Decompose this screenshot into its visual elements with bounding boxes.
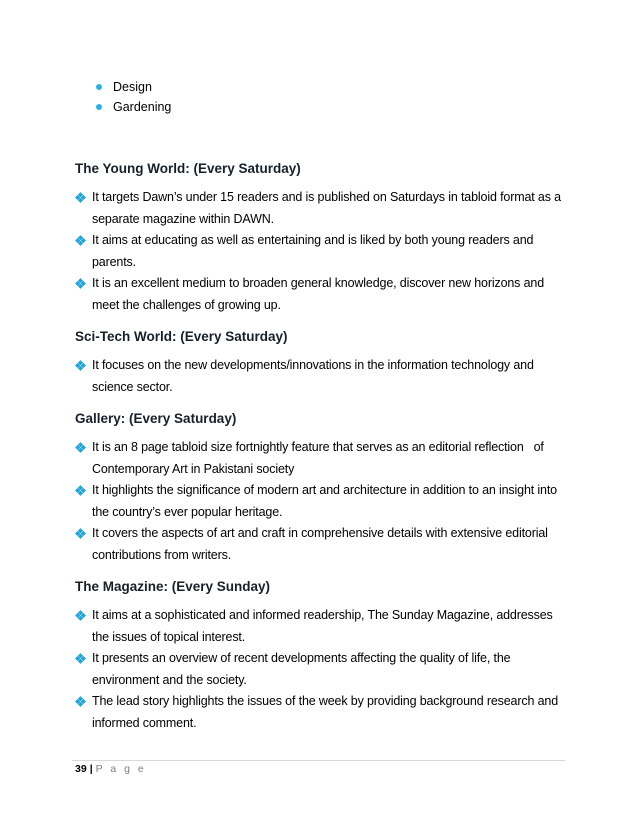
list-item xyxy=(75,648,565,691)
four-diamond-bullet-icon xyxy=(75,235,86,246)
bullet-text: It highlights the significance of modern art and architecture in addition to an insight into the country’s ever popular heritage. xyxy=(92,483,557,519)
four-diamond-bullet-icon xyxy=(75,653,86,664)
footer-separator: | xyxy=(89,763,93,775)
section-gallery xyxy=(75,409,565,566)
section-bullet-list xyxy=(75,605,565,734)
page-number: 39 xyxy=(75,763,87,775)
section-heading: The Magazine: (Every Sunday) xyxy=(75,579,271,594)
four-diamond-bullet-icon xyxy=(75,278,86,289)
list-item xyxy=(75,187,565,230)
bullet-text: It targets Dawn’s under 15 readers and is published on Saturdays in tabloid format as a separate magazine within DAWN. xyxy=(92,190,561,226)
list-item xyxy=(96,77,171,97)
section-heading: Gallery: (Every Saturday) xyxy=(75,411,237,426)
list-item xyxy=(75,605,565,648)
bullet-text: It aims at a sophisticated and informed readership, The Sunday Magazine, addresses the issues of topical interest. xyxy=(92,608,553,644)
list-item xyxy=(75,355,565,398)
bullet-text: It focuses on the new developments/innovations in the information technology and science sector. xyxy=(92,358,534,394)
filled-circle-bullet-icon xyxy=(96,104,102,110)
four-diamond-bullet-icon xyxy=(75,442,86,453)
section-bullet-list xyxy=(75,437,565,566)
section-young-world xyxy=(75,159,565,316)
list-item xyxy=(75,691,565,734)
four-diamond-bullet-icon xyxy=(75,528,86,539)
bullet-text: It presents an overview of recent developments affecting the quality of life, the environment and the society. xyxy=(92,651,511,687)
four-diamond-bullet-icon xyxy=(75,696,86,707)
list-item xyxy=(75,230,565,273)
page-label: P a g e xyxy=(95,763,147,775)
document-body xyxy=(75,159,565,745)
four-diamond-bullet-icon xyxy=(75,610,86,621)
bullet-text: The lead story highlights the issues of the week by providing background research and informed comment. xyxy=(92,694,559,730)
list-item xyxy=(96,97,171,117)
four-diamond-bullet-icon xyxy=(75,192,86,203)
list-item xyxy=(75,523,565,566)
filled-circle-bullet-icon xyxy=(96,84,102,90)
section-heading: The Young World: (Every Saturday) xyxy=(75,161,301,176)
bullet-text: It aims at educating as well as entertaining and is liked by both young readers and parents. xyxy=(92,233,534,269)
top-bullet-list xyxy=(96,77,171,117)
page-footer xyxy=(75,761,146,777)
section-bullet-list xyxy=(75,355,565,398)
section-the-magazine xyxy=(75,577,565,734)
bullet-text: It is an excellent medium to broaden general knowledge, discover new horizons and meet the challenges of growing up. xyxy=(92,276,545,312)
bullet-text: It covers the aspects of art and craft in comprehensive details with extensive editorial contributions from writers. xyxy=(92,526,548,562)
list-item xyxy=(75,273,565,316)
four-diamond-bullet-icon xyxy=(75,485,86,496)
list-item xyxy=(75,480,565,523)
list-item xyxy=(75,437,565,480)
list-item-text: Design xyxy=(113,80,152,94)
list-item-text: Gardening xyxy=(113,100,172,114)
section-sci-tech-world xyxy=(75,327,565,398)
section-bullet-list xyxy=(75,187,565,316)
section-heading: Sci-Tech World: (Every Saturday) xyxy=(75,329,288,344)
four-diamond-bullet-icon xyxy=(75,360,86,371)
bullet-text: It is an 8 page tabloid size fortnightly feature that serves as an editorial reflection of Contemporary Art in Pakistani society xyxy=(92,440,548,476)
